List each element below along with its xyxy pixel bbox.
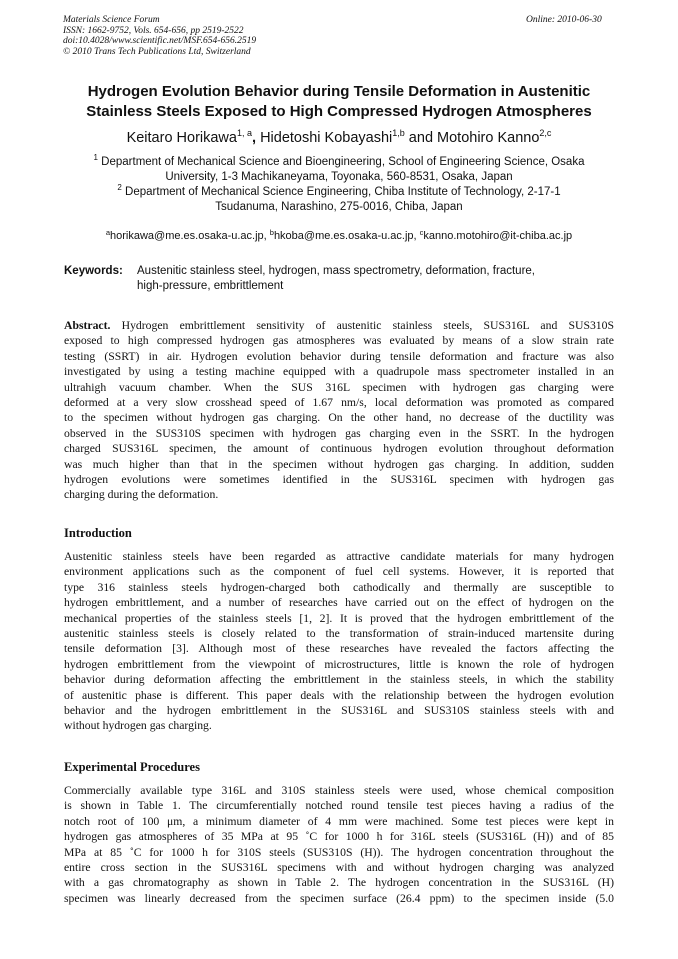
affiliation-line: Department of Mechanical Science and Bioengineering, School of Engineering Science, Osaka xyxy=(101,156,585,168)
abstract-line: investigated by using a testing machine equipped with a quadrupole mass spectrometer installed in an xyxy=(64,365,614,379)
experimental-line: MPa at 85 ˚C for 1000 h for 310S steels (SUS310S (H)). The hydrogen concentration throughout the xyxy=(64,845,614,859)
abstract-line: to the specimen without hydrogen gas charging. On the other hand, no decrease of the ductility was xyxy=(64,411,614,425)
abstract-line: deformed at a very slow crosshead speed of 1.67 nm/s, local deformation was promoted as compared xyxy=(64,395,614,409)
experimental-line: notch root of 100 μm, a minimum diameter of 4 mm were machined. Some test pieces were kept in xyxy=(64,814,614,828)
issn-line: ISSN: 1662-9752, Vols. 654-656, pp 2519-2522 xyxy=(63,25,244,36)
author-name: Keitaro Horikawa xyxy=(126,130,237,146)
email-sup: a xyxy=(105,228,111,237)
keywords-line: Austenitic stainless steel, hydrogen, mass spectrometry, deformation, fracture, xyxy=(137,265,535,277)
author-list xyxy=(40,129,638,147)
online-date: Online: 2010-06-30 xyxy=(526,15,602,25)
experimental-line: hydrogen gas atmospheres of 35 MPa at 95 ˚C for 1000 h for 316L steels (SUS316L (H)) and of 85 xyxy=(64,830,614,844)
affiliation-2 xyxy=(40,185,638,214)
affiliation-num: 1 xyxy=(93,153,98,162)
intro-line: austenitic stainless steels is closely related to the transformation of strain-induced martensite during xyxy=(64,626,614,640)
title-line-1: Hydrogen Evolution Behavior during Tensile Deformation in Austenitic xyxy=(87,83,591,100)
experimental-section xyxy=(64,783,614,906)
intro-line: of austenitic phase is different. This paper deals with the relationship between the hydrogen evolution xyxy=(64,688,614,702)
experimental-heading: Experimental Procedures xyxy=(64,760,200,774)
intro-line: type 316 stainless steels hydrogen-charged both cathodically and thermally are susceptible to xyxy=(64,580,614,594)
affiliation-line: Department of Mechanical Science Engineering, Chiba Institute of Technology, 2-17-1 xyxy=(125,186,561,198)
email-address[interactable]: hkoba@me.es.osaka-u.ac.jp xyxy=(273,230,414,242)
introduction-heading: Introduction xyxy=(64,526,132,540)
abstract-line: was much higher than that in the specimen without hydrogen gas charging. In addition, sudden xyxy=(64,457,614,471)
author-sup: 2,c xyxy=(539,128,552,138)
abstract-line: testing (SSRT) in air. Hydrogen evolution behavior during tensile deformation and fracture was also xyxy=(64,349,614,363)
keywords-text xyxy=(137,264,567,294)
journal-header xyxy=(63,15,256,57)
intro-line: Austenitic stainless steels have been regarded as attractive candidate materials for many hydrogen xyxy=(64,550,614,563)
author-separator: and xyxy=(404,130,438,146)
author-separator: , xyxy=(252,130,261,146)
affiliation-1 xyxy=(40,155,638,184)
abstract-line: observed in the SUS310S specimen with hydrogen gas charging even in the SSRT. In the hydrogen xyxy=(64,426,614,440)
email-separator: , xyxy=(263,230,270,242)
abstract-line: hydrogen evolutions were sometimes identified in the SUS316L specimen with hydrogen gas xyxy=(64,472,614,486)
abstract-line: charged SUS316L specimen, the amount of continuous hydrogen evolution throughout deformation xyxy=(64,442,614,456)
keywords-line: high-pressure, embrittlement xyxy=(137,280,284,292)
journal-name: Materials Science Forum xyxy=(63,15,160,25)
intro-line: behavior and the hydrogen embrittlement in the SUS316L and SUS310S stainless steels with and xyxy=(64,703,614,717)
copyright-line: © 2010 Trans Tech Publications Ltd, Switzerland xyxy=(63,46,251,57)
intro-line: environment applications such as the component of fuel cell systems. However, it is reported that xyxy=(64,565,614,579)
abstract-label: Abstract. xyxy=(64,319,111,332)
email-address[interactable]: horikawa@me.es.osaka-u.ac.jp xyxy=(110,230,264,242)
author-name: Motohiro Kanno xyxy=(437,130,540,146)
author-sup: 1, a xyxy=(236,128,252,138)
paper-title xyxy=(40,82,638,122)
affiliation-line: University, 1-3 Machikaneyama, Toyonaka, 560-8531, Osaka, Japan xyxy=(165,170,513,183)
abstract-line: exposed to high compressed hydrogen gas atmospheres was evaluated by means of a slow strain rate xyxy=(64,334,614,348)
experimental-line: entire cross section in the SUS316L specimens with and without hydrogen charging was analyzed xyxy=(64,860,614,874)
intro-line: tensile deformation [3]. Although most of these researches have revealed the factors affecting the xyxy=(64,642,614,656)
abstract-line: Abstract. Hydrogen embrittlement sensitivity of austenitic stainless steels, SUS316L and SUS310S xyxy=(64,319,614,332)
experimental-line: with a gas chromatography as shown in Table 2. The hydrogen concentration in the SUS316L (H) xyxy=(64,876,614,890)
doi-line: doi:10.4028/www.scientific.net/MSF.654-656.2519 xyxy=(63,36,257,47)
intro-line: behavior during deformation affecting the embrittlement in the stainless steels, in which the stability xyxy=(64,673,614,687)
title-line-2: Stainless Steels Exposed to High Compressed Hydrogen Atmospheres xyxy=(86,103,592,120)
intro-line: hydrogen embrittlement from the viewpoint of microstructures, little is known the role of hydrogen xyxy=(64,657,614,671)
author-sup: 1,b xyxy=(392,128,405,138)
introduction-section xyxy=(64,549,614,734)
abstract-line: ultrahigh vacuum chamber. When the SUS 316L specimen with hydrogen gas charging were xyxy=(64,380,614,394)
keywords-label: Keywords: xyxy=(64,265,123,277)
intro-line: mechanical properties of the stainless steels [1, 2]. It is proved that the hydrogen embrittlement of the xyxy=(64,611,614,625)
affiliation-line: Tsudanuma, Narashino, 275-0016, Chiba, Japan xyxy=(215,200,463,213)
affiliation-num: 2 xyxy=(117,183,122,192)
email-address[interactable]: kanno.motohiro@it-chiba.ac.jp xyxy=(423,230,573,242)
email-list xyxy=(40,230,638,242)
experimental-line: Commercially available type 316L and 310S stainless steels were used, whose chemical composition xyxy=(64,784,614,797)
intro-line: without hydrogen gas charging. xyxy=(64,719,212,733)
author-name: Hidetoshi Kobayashi xyxy=(260,130,393,146)
intro-line: hydrogen embrittlement, and a number of researches have carried out on the effect of hydrogen on the xyxy=(64,596,614,610)
email-sup: c xyxy=(419,228,424,237)
email-sup: b xyxy=(269,228,274,237)
experimental-line: is shown in Table 1. The circumferentially notched round tensile test pieces having a radius of the xyxy=(64,799,614,813)
experimental-line: specimen was linearly decreased from the specimen surface (26.4 ppm) to the specimen inside (5.0 xyxy=(64,891,614,905)
abstract-section xyxy=(64,318,614,503)
abstract-line: charging during the deformation. xyxy=(64,488,219,502)
email-separator: , xyxy=(413,230,420,242)
